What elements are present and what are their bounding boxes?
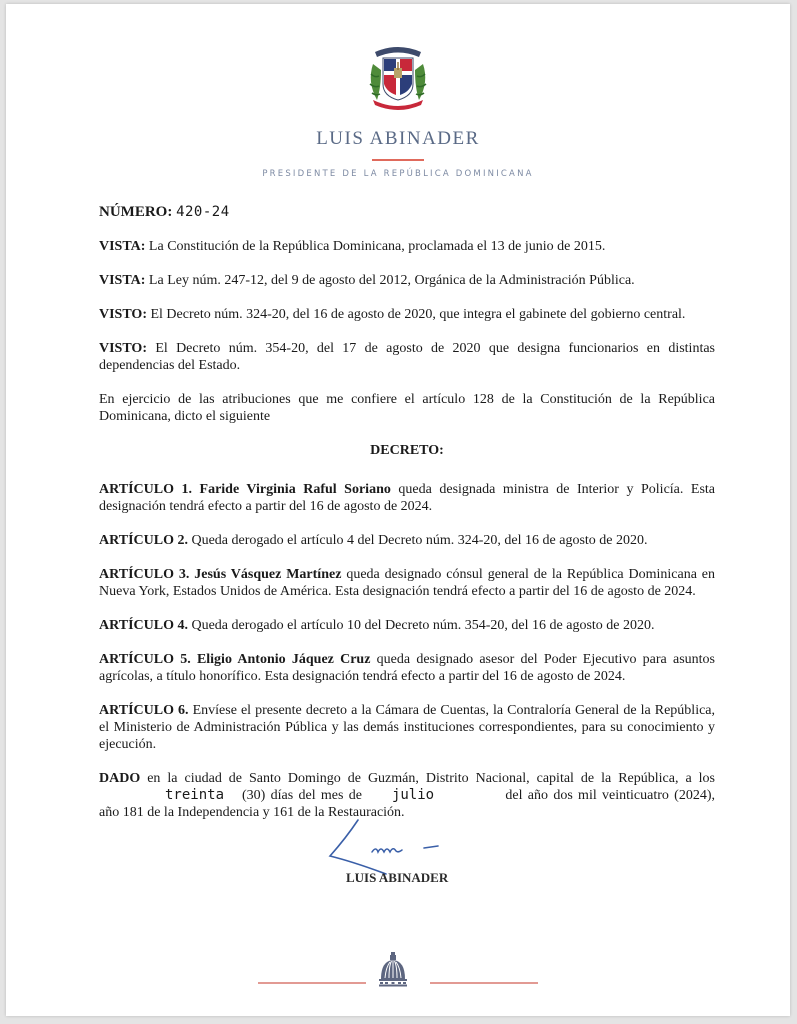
decree-body (99, 204, 715, 838)
footer (6, 949, 790, 989)
article-label: ARTÍCULO 1. (99, 482, 192, 497)
consideration-label: VISTA: (99, 239, 146, 254)
consideration-label: VISTA: (99, 273, 146, 288)
article-appointee: Jesús Vásquez Martínez (194, 567, 342, 582)
decree-number-value: 420-24 (176, 204, 230, 220)
article-text: queda designada ministra de Interior y Policía. Esta designación tendrá efecto a partir del 16 de agosto de 2024. (99, 482, 716, 514)
article-text: queda designado asesor del Poder Ejecutivo para asuntos agrícolas, a título honorífico. Esta designación tendrá efecto a partir del 16 de agosto de 2024. (99, 652, 715, 684)
consideration-text: El Decreto núm. 354-20, del 17 de agosto de 2020 que designa funcionarios en distintas dependencias del Estado. (99, 341, 715, 373)
article-appointee: Eligio Antonio Jáquez Cruz (196, 652, 371, 667)
closing-day-words: treinta (165, 787, 225, 803)
consideration-text: El Decreto núm. 324-20, del 16 de agosto de 2020, que integra el gabinete del gobierno central. (150, 307, 686, 322)
preamble: En ejercicio de las atribuciones que me confiere el artículo 128 de la Constitución de la República Dominicana, dicto el siguiente (99, 392, 715, 424)
article (99, 566, 715, 600)
article-label: ARTÍCULO 2. (99, 533, 188, 548)
letterhead-name: LUIS ABINADER (316, 128, 480, 149)
closing-month: julio (391, 787, 435, 803)
article-text: Queda derogado el artículo 10 del Decreto núm. 354-20, del 16 de agosto de 2020. (191, 618, 655, 633)
footer-divider-left (258, 982, 366, 984)
article (99, 702, 715, 753)
article-text: queda designado cónsul general de la República Dominicana en Nueva York, Estados Unidos de América. Esta designación tendrá efecto a partir del 16 de agosto de 2024. (99, 567, 716, 599)
consideration-text: La Constitución de la República Dominicana, proclamada el 13 de junio de 2015. (148, 239, 606, 254)
article (99, 481, 715, 515)
consideration-label: VISTO: (99, 341, 147, 356)
consideration-label: VISTO: (99, 307, 147, 322)
decree-number (99, 204, 715, 221)
letterhead-title: PRESIDENTE DE LA REPÚBLICA DOMINICANA (262, 169, 534, 179)
consideration (99, 272, 715, 289)
consideration (99, 238, 715, 255)
closing-text: del año dos mil veinticuatro (2024), año 181 de la Independencia y 161 de la Restauración. (99, 788, 716, 820)
closing-label: DADO (99, 771, 141, 786)
document-page (6, 4, 790, 1016)
article (99, 532, 715, 549)
decree-heading: DECRETO: (370, 443, 444, 458)
article-label: ARTÍCULO 6. (99, 703, 189, 718)
letterhead (6, 40, 790, 179)
national-palace-dome-icon (378, 951, 408, 987)
consideration (99, 306, 715, 323)
coat-of-arms-icon (365, 40, 431, 112)
article-label: ARTÍCULO 3. (99, 567, 190, 582)
signatory-name: LUIS ABINADER (346, 870, 449, 885)
article-appointee: Faride Virginia Raful Soriano (199, 482, 391, 497)
article-text: Envíese el presente decreto a la Cámara de Cuentas, la Contraloría General de la República, el Ministerio de Administración Pública y las demás instituciones correspondientes, para su conocimiento y ejecución. (99, 703, 716, 752)
decree-number-label: NÚMERO: (99, 204, 173, 220)
article (99, 617, 715, 634)
consideration-text: La Ley núm. 247-12, del 9 de agosto del 2012, Orgánica de la Administración Pública. (148, 273, 635, 288)
letterhead-divider (372, 159, 424, 161)
closing-day-number: (30) (242, 788, 266, 803)
footer-divider-right (430, 982, 538, 984)
article-label: ARTÍCULO 5. (99, 652, 191, 667)
article (99, 651, 715, 685)
article-text: Queda derogado el artículo 4 del Decreto núm. 324-20, del 16 de agosto de 2020. (191, 533, 648, 548)
closing-clause (99, 770, 715, 821)
consideration (99, 340, 715, 374)
closing-text: en la ciudad de Santo Domingo de Guzmán, Distrito Nacional, capital de la República, a los (147, 771, 715, 786)
article-label: ARTÍCULO 4. (99, 618, 188, 633)
closing-text: días del mes de (270, 788, 362, 803)
